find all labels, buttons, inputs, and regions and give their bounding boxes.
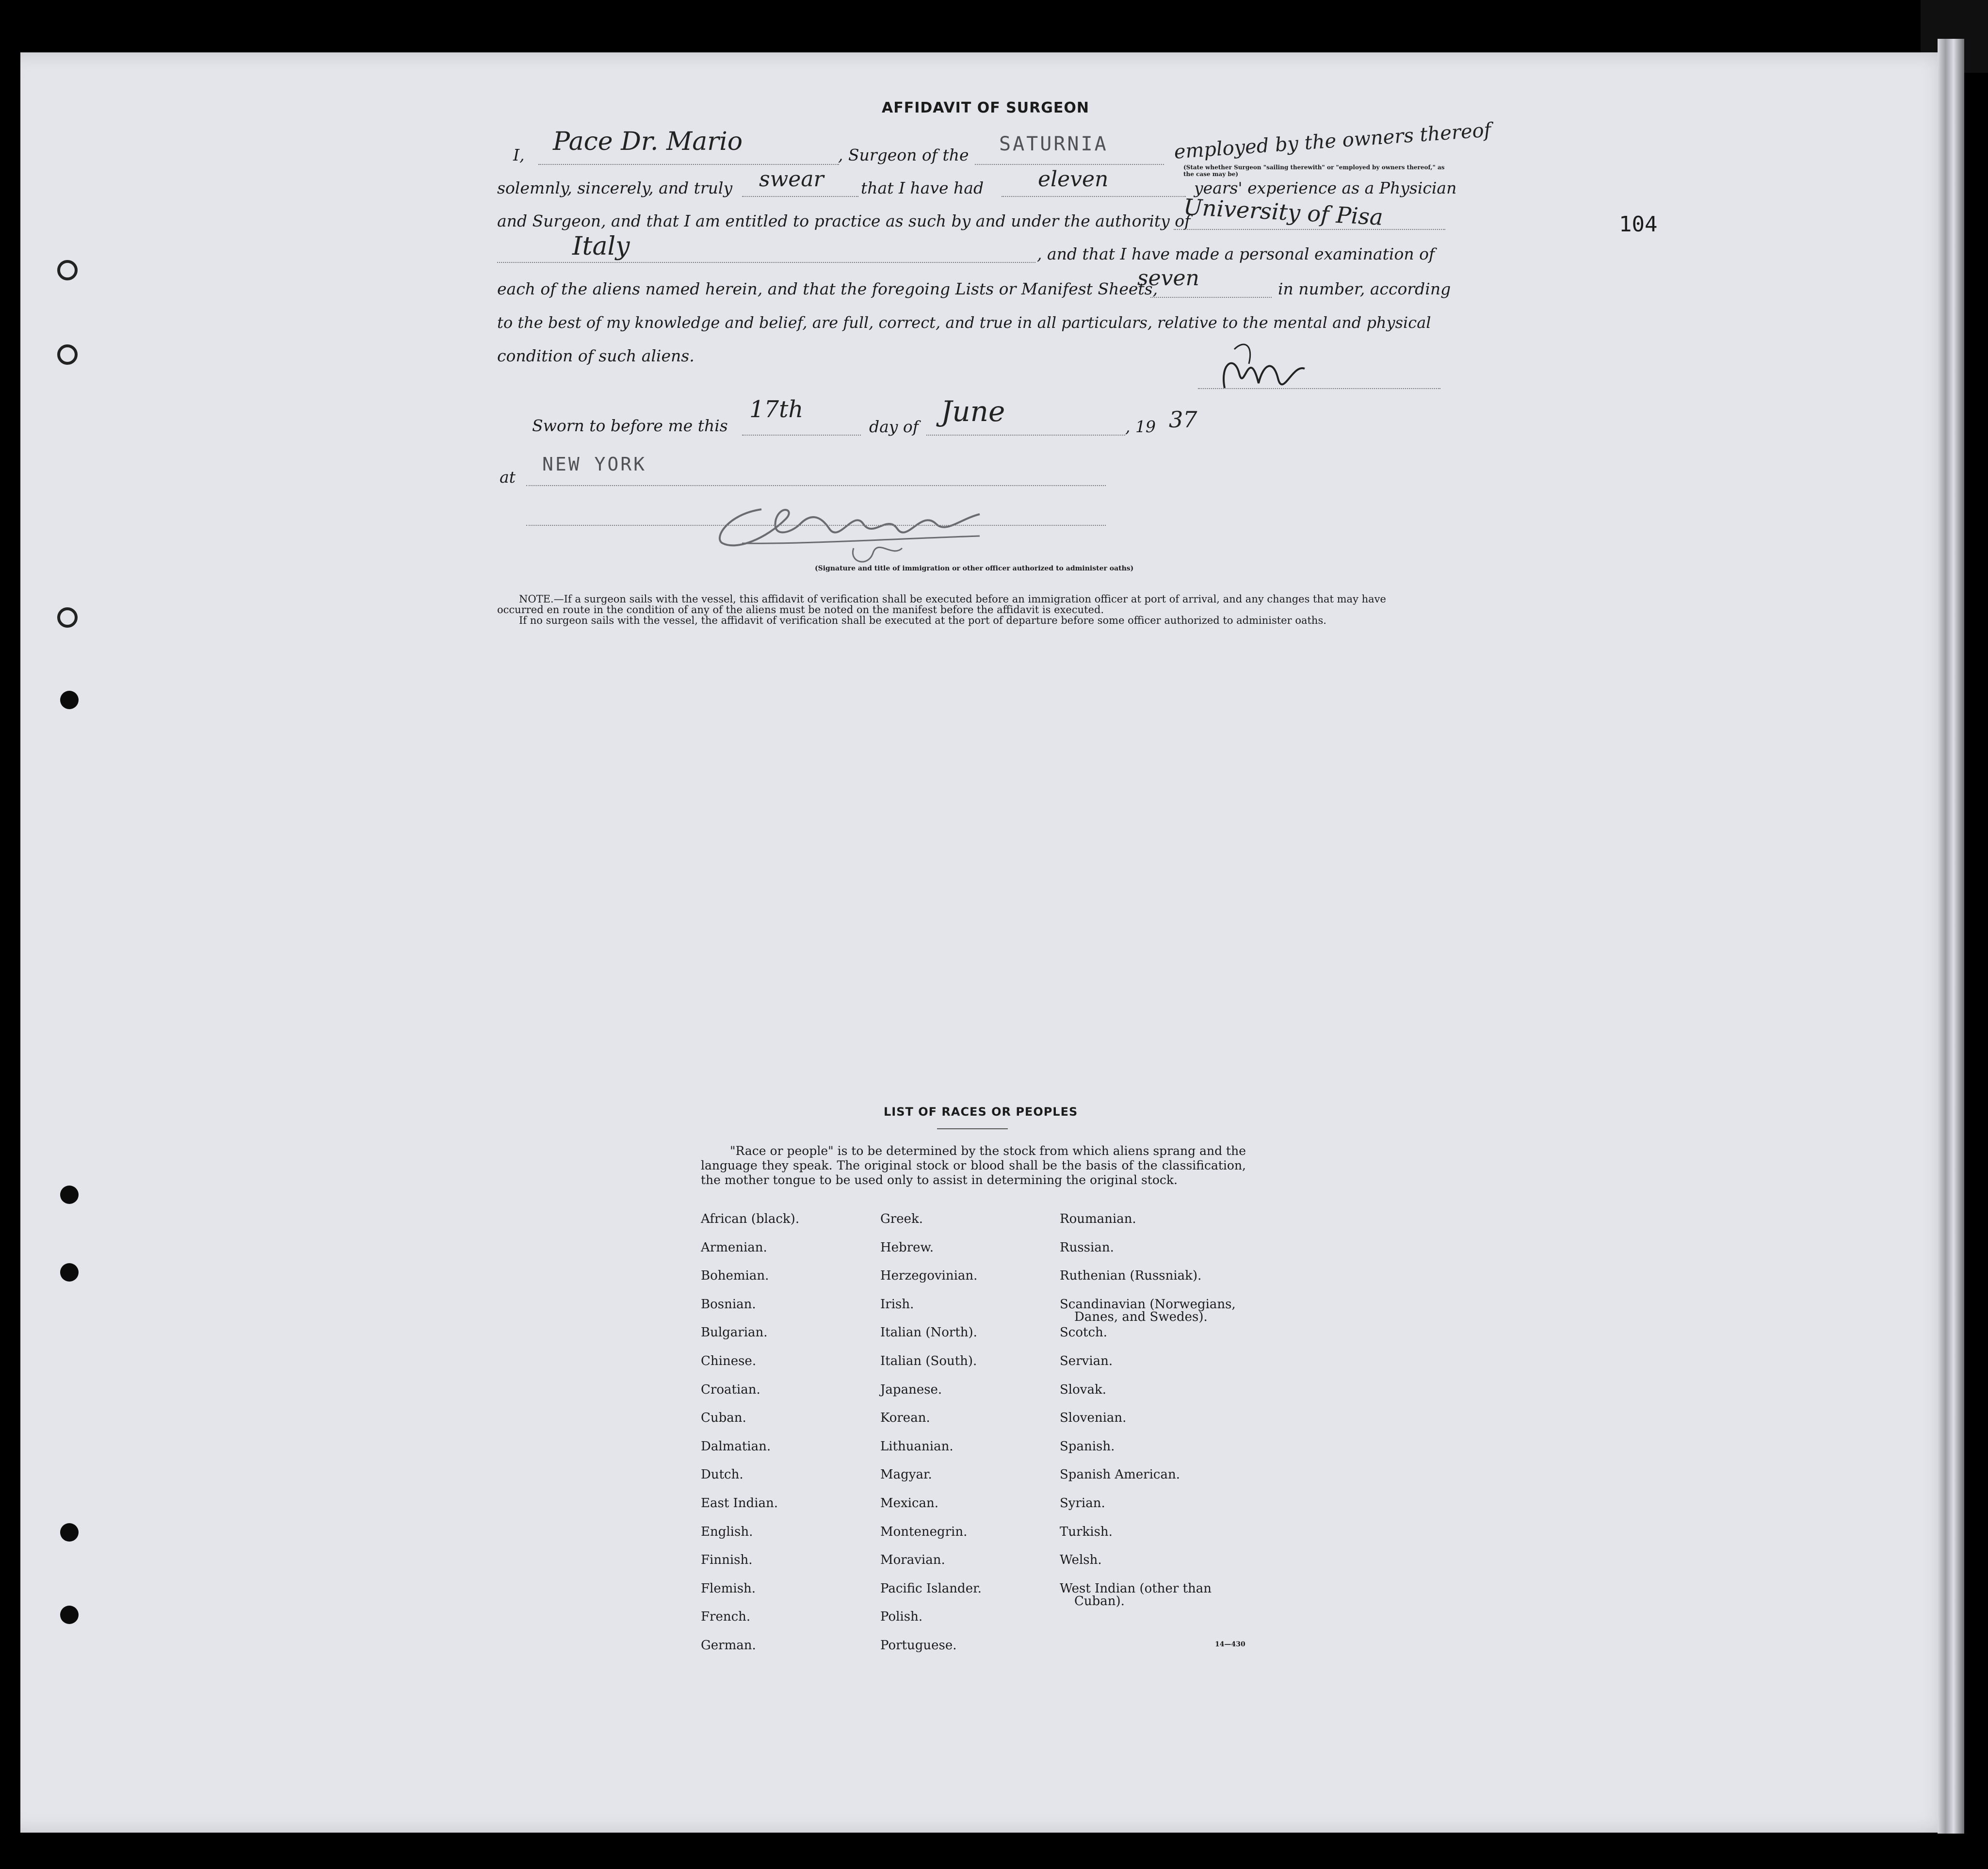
race-item: Portuguese. — [880, 1638, 957, 1653]
text-years-exp: years' experience as a Physician — [1194, 179, 1457, 197]
years-experience: eleven — [1038, 167, 1109, 192]
text-year-prefix: , 19 — [1125, 417, 1156, 436]
races-title: LIST OF RACES OR PEOPLES — [884, 1105, 1078, 1119]
years-line — [1002, 196, 1186, 197]
races-title-rule — [937, 1128, 1008, 1129]
race-item: English. — [701, 1525, 753, 1539]
race-item: Moravian. — [880, 1553, 945, 1567]
race-item: East Indian. — [701, 1496, 778, 1511]
affidavit-title: AFFIDAVIT OF SURGEON — [882, 99, 1089, 116]
race-item: Armenian. — [701, 1240, 767, 1255]
races-intro: "Race or people" is to be determined by the stock from which aliens sprang and the language they speak. The original stock or blood shall be the basis of the classification, the mother tongue to be used only to assist in determining the original stock. — [701, 1144, 1246, 1187]
race-item: West Indian (other than — [1060, 1581, 1212, 1596]
sworn-month: June — [941, 395, 1005, 428]
race-item: Hebrew. — [880, 1240, 934, 1255]
surgeon-name: Pace Dr. Mario — [553, 127, 743, 156]
race-item: Magyar. — [880, 1467, 932, 1482]
ship-line — [975, 164, 1164, 165]
text-and-surgeon: and Surgeon, and that I am entitled to practice as such by and under the authority of — [497, 211, 1191, 230]
binder-hole-1 — [57, 260, 78, 280]
oath-word: swear — [759, 167, 824, 192]
race-item: Irish. — [880, 1297, 914, 1312]
race-item: Bosnian. — [701, 1297, 756, 1312]
binder-hole-4 — [60, 691, 79, 709]
text-day-of: day of — [869, 417, 919, 436]
race-item: Servian. — [1060, 1354, 1113, 1368]
page-number: 104 — [1619, 212, 1658, 237]
race-item: Flemish. — [701, 1581, 756, 1596]
race-item: Italian (South). — [880, 1354, 977, 1368]
race-item: Scandinavian (Norwegians, — [1060, 1297, 1236, 1312]
sworn-year: 37 — [1169, 406, 1197, 433]
note-line-2: occurred en route in the condition of any of the aliens must be noted on the manifest before the affidavit is executed. — [497, 604, 1104, 616]
race-item: Slovenian. — [1060, 1411, 1127, 1425]
race-item: Cuban). — [1074, 1594, 1125, 1609]
race-item: Chinese. — [701, 1354, 757, 1368]
race-item: Turkish. — [1060, 1525, 1113, 1539]
sheet-count: seven — [1137, 266, 1199, 291]
race-item: Japanese. — [880, 1382, 942, 1397]
text-solemnly: solemnly, sincerely, and truly — [497, 179, 733, 197]
race-item: Syrian. — [1060, 1496, 1105, 1511]
race-item: Finnish. — [701, 1553, 753, 1567]
race-item: Danes, and Swedes). — [1074, 1310, 1208, 1324]
race-item: French. — [701, 1609, 751, 1624]
race-item: Russian. — [1060, 1240, 1114, 1255]
binder-hole-5 — [60, 1186, 79, 1204]
binder-hole-6 — [60, 1263, 79, 1282]
sheets-line — [1150, 297, 1272, 298]
place-line — [526, 485, 1106, 486]
race-item: Slovak. — [1060, 1382, 1106, 1397]
race-item: Pacific Islander. — [880, 1581, 982, 1596]
race-item: Bulgarian. — [701, 1325, 768, 1340]
race-item: Greek. — [880, 1212, 923, 1226]
race-item: Montenegrin. — [880, 1525, 968, 1539]
authority: University of Pisa — [1182, 194, 1384, 230]
text-sworn: Sworn to before me this — [532, 416, 728, 435]
note-line-3: If no surgeon sails with the vessel, the affidavit of verification shall be executed at the port of departure before some officer authorized to administer oaths. — [519, 615, 1326, 626]
authority-line — [1174, 229, 1445, 230]
place-stamp: NEW YORK — [542, 454, 647, 475]
surgeon-capacity: employed by the owners thereof — [1173, 119, 1492, 163]
surgeon-signature — [1215, 335, 1312, 398]
race-item: Herzegovinian. — [880, 1268, 978, 1283]
race-item: Bohemian. — [701, 1268, 769, 1283]
day-line — [742, 435, 861, 436]
text-surgeon-of: , Surgeon of the — [838, 146, 969, 164]
race-item: Mexican. — [880, 1496, 939, 1511]
race-item: German. — [701, 1638, 756, 1653]
sworn-day: 17th — [749, 396, 804, 423]
binder-hole-7 — [60, 1523, 79, 1542]
race-item: Ruthenian (Russniak). — [1060, 1268, 1202, 1283]
officer-signature-line — [526, 525, 1106, 526]
race-item: Italian (North). — [880, 1325, 977, 1340]
race-item: Spanish American. — [1060, 1467, 1180, 1482]
race-item: Cuban. — [701, 1411, 746, 1425]
text-best-of: to the best of my knowledge and belief, are full, correct, and true in all particulars, relative to the mental and physical — [497, 313, 1431, 332]
binder-hole-2 — [57, 344, 78, 365]
text-i: I, — [513, 146, 525, 164]
page-edge — [1938, 39, 1964, 1834]
race-item: Welsh. — [1060, 1553, 1102, 1567]
race-item: Korean. — [880, 1411, 930, 1425]
race-item: Polish. — [880, 1609, 923, 1624]
text-condition: condition of such aliens. — [497, 346, 695, 365]
binder-hole-8 — [60, 1606, 79, 1624]
race-item: Scotch. — [1060, 1325, 1108, 1340]
form-number: 14—430 — [1215, 1641, 1245, 1648]
name-line — [538, 164, 839, 165]
ship-name-stamp: SATURNIA — [999, 133, 1108, 155]
text-in-number: in number, according — [1278, 279, 1451, 298]
race-item: Spanish. — [1060, 1439, 1115, 1454]
officer-signature-caption: (Signature and title of immigration or other officer authorized to administer oaths) — [815, 565, 1134, 572]
text-at: at — [500, 468, 516, 487]
text-each-aliens: each of the aliens named herein, and that the foregoing Lists or Manifest Sheets, — [497, 279, 1158, 298]
race-item: African (black). — [701, 1212, 800, 1226]
race-item: Croatian. — [701, 1382, 760, 1397]
text-personal-exam: , and that I have made a personal examination of — [1037, 244, 1435, 263]
oath-line — [742, 196, 858, 197]
race-item: Dalmatian. — [701, 1439, 771, 1454]
race-item: Roumanian. — [1060, 1212, 1136, 1226]
race-item: Lithuanian. — [880, 1439, 954, 1454]
binder-hole-3 — [57, 607, 78, 628]
country: Italy — [572, 232, 630, 261]
note-line-1: NOTE.—If a surgeon sails with the vessel, this affidavit of verification shall be executed before an immigration officer at port of arrival, and any changes that may have — [519, 593, 1386, 605]
officer-signature — [708, 490, 1009, 572]
country-line — [497, 262, 1035, 263]
text-have-had: that I have had — [861, 179, 984, 197]
capacity-note: (State whether Surgeon "sailing therewith" or "employed by owners thereof," as the case may be) — [1183, 164, 1445, 178]
race-item: Dutch. — [701, 1467, 743, 1482]
month-line — [926, 435, 1125, 436]
